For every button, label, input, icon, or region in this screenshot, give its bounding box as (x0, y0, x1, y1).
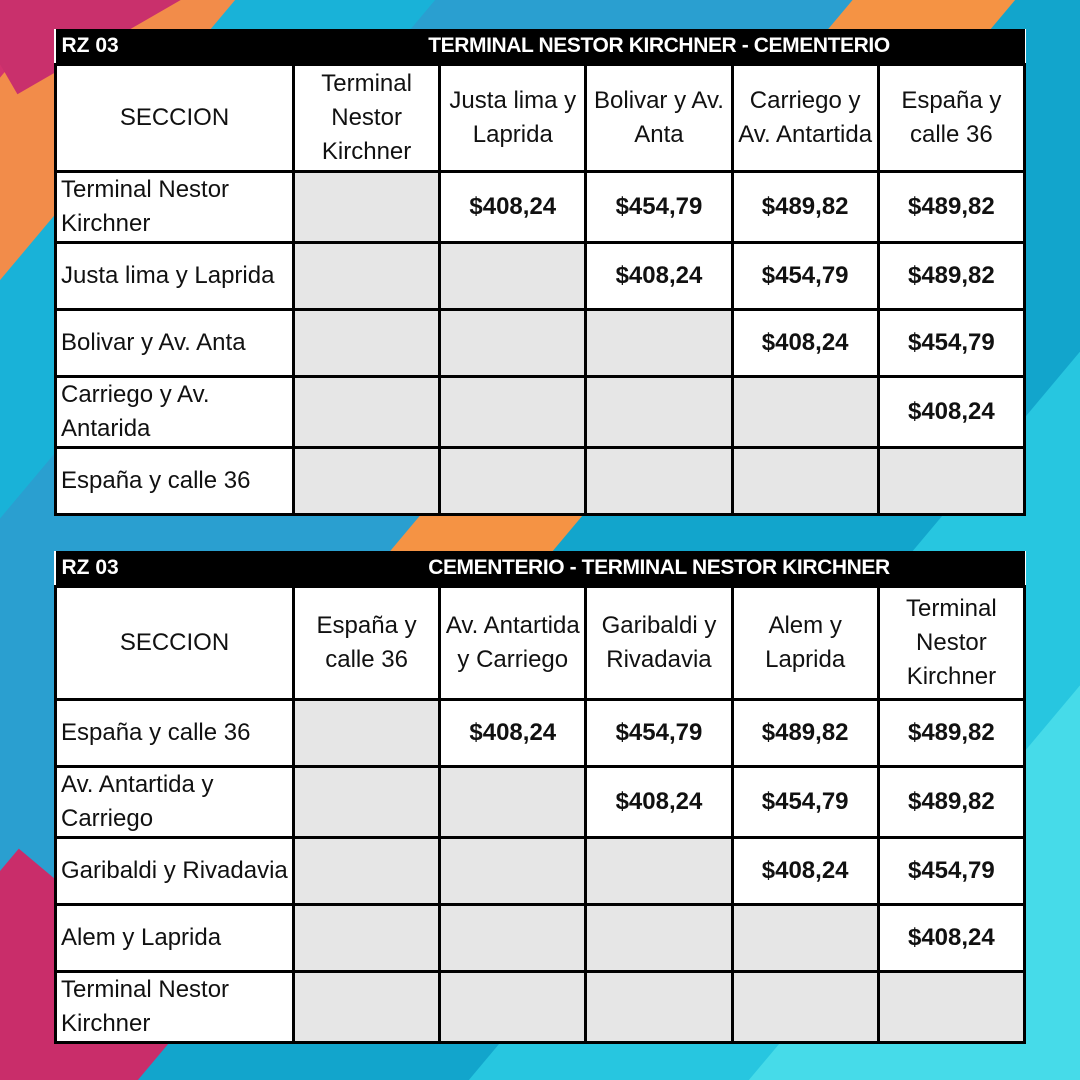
table-title-bar (56, 29, 1025, 65)
fare-cell: $489,82 (878, 700, 1024, 767)
column-header: España y calle 36 (878, 65, 1024, 172)
row-label: Carriego y Av. Antarida (56, 377, 294, 448)
fare-cell (586, 905, 732, 972)
section-header: SECCION (56, 65, 294, 172)
table-row (56, 972, 1025, 1043)
row-label: Alem y Laprida (56, 905, 294, 972)
fare-cell (732, 377, 878, 448)
fare-cell (586, 310, 732, 377)
row-label: España y calle 36 (56, 448, 294, 515)
route-title: CEMENTERIO - TERMINAL NESTOR KIRCHNER (294, 551, 1025, 587)
table-row (56, 767, 1025, 838)
fare-cell: $454,79 (586, 172, 732, 243)
header-row (56, 65, 1025, 172)
table-title-bar (56, 551, 1025, 587)
fare-cell: $454,79 (732, 243, 878, 310)
column-header: Justa lima y Laprida (440, 65, 586, 172)
column-header: Alem y Laprida (732, 587, 878, 700)
table-row (56, 310, 1025, 377)
fare-cell (294, 310, 440, 377)
fare-cell: $454,79 (732, 767, 878, 838)
column-header: Terminal Nestor Kirchner (294, 65, 440, 172)
fare-cell (878, 972, 1024, 1043)
route-title: TERMINAL NESTOR KIRCHNER - CEMENTERIO (294, 29, 1025, 65)
row-label: Av. Antartida y Carriego (56, 767, 294, 838)
fare-cell (586, 838, 732, 905)
fare-cell (294, 448, 440, 515)
table-row (56, 243, 1025, 310)
column-header: Bolivar y Av. Anta (586, 65, 732, 172)
fare-cell (440, 243, 586, 310)
fare-cell: $408,24 (586, 767, 732, 838)
fare-cell: $408,24 (732, 838, 878, 905)
route-code: RZ 03 (56, 551, 294, 587)
fare-cell: $454,79 (878, 310, 1024, 377)
fare-cell (440, 905, 586, 972)
fare-table-outbound (54, 29, 1026, 516)
row-label: Terminal Nestor Kirchner (56, 972, 294, 1043)
fare-cell: $408,24 (878, 377, 1024, 448)
fare-cell (294, 838, 440, 905)
fare-cell: $454,79 (586, 700, 732, 767)
fare-cell (878, 448, 1024, 515)
fare-cell: $408,24 (878, 905, 1024, 972)
column-header: España y calle 36 (294, 587, 440, 700)
header-row (56, 587, 1025, 700)
fare-cell: $489,82 (878, 767, 1024, 838)
fare-cell (294, 972, 440, 1043)
column-header: Garibaldi y Rivadavia (586, 587, 732, 700)
table-row (56, 448, 1025, 515)
route-code: RZ 03 (56, 29, 294, 65)
fare-cell (440, 448, 586, 515)
fare-cell (440, 310, 586, 377)
table-row (56, 838, 1025, 905)
fare-cell (440, 972, 586, 1043)
fare-table-return (54, 551, 1026, 1044)
fare-cell: $454,79 (878, 838, 1024, 905)
table-row (56, 377, 1025, 448)
fare-cell (294, 377, 440, 448)
fare-cell (440, 767, 586, 838)
fare-cell (732, 972, 878, 1043)
fare-cell (586, 377, 732, 448)
fare-cell: $489,82 (732, 700, 878, 767)
column-header: Carriego y Av. Antartida (732, 65, 878, 172)
table-row (56, 905, 1025, 972)
section-header: SECCION (56, 587, 294, 700)
row-label: Terminal Nestor Kirchner (56, 172, 294, 243)
fare-cell: $408,24 (586, 243, 732, 310)
fare-cell (294, 172, 440, 243)
table-row (56, 700, 1025, 767)
fare-cell (294, 905, 440, 972)
column-header: Terminal Nestor Kirchner (878, 587, 1024, 700)
table-row (56, 172, 1025, 243)
row-label: Justa lima y Laprida (56, 243, 294, 310)
fare-cell (586, 448, 732, 515)
fare-cell (586, 972, 732, 1043)
fare-cell: $489,82 (878, 172, 1024, 243)
fare-cell (440, 838, 586, 905)
row-label: Bolivar y Av. Anta (56, 310, 294, 377)
fare-cell: $489,82 (878, 243, 1024, 310)
fare-cell: $408,24 (732, 310, 878, 377)
column-header: Av. Antartida y Carriego (440, 587, 586, 700)
fare-cell (294, 243, 440, 310)
fare-cell (294, 767, 440, 838)
row-label: España y calle 36 (56, 700, 294, 767)
fare-cell (440, 377, 586, 448)
fare-cell (732, 905, 878, 972)
row-label: Garibaldi y Rivadavia (56, 838, 294, 905)
fare-cell (294, 700, 440, 767)
fare-cell: $489,82 (732, 172, 878, 243)
fare-cell: $408,24 (440, 700, 586, 767)
fare-cell (732, 448, 878, 515)
fare-cell: $408,24 (440, 172, 586, 243)
